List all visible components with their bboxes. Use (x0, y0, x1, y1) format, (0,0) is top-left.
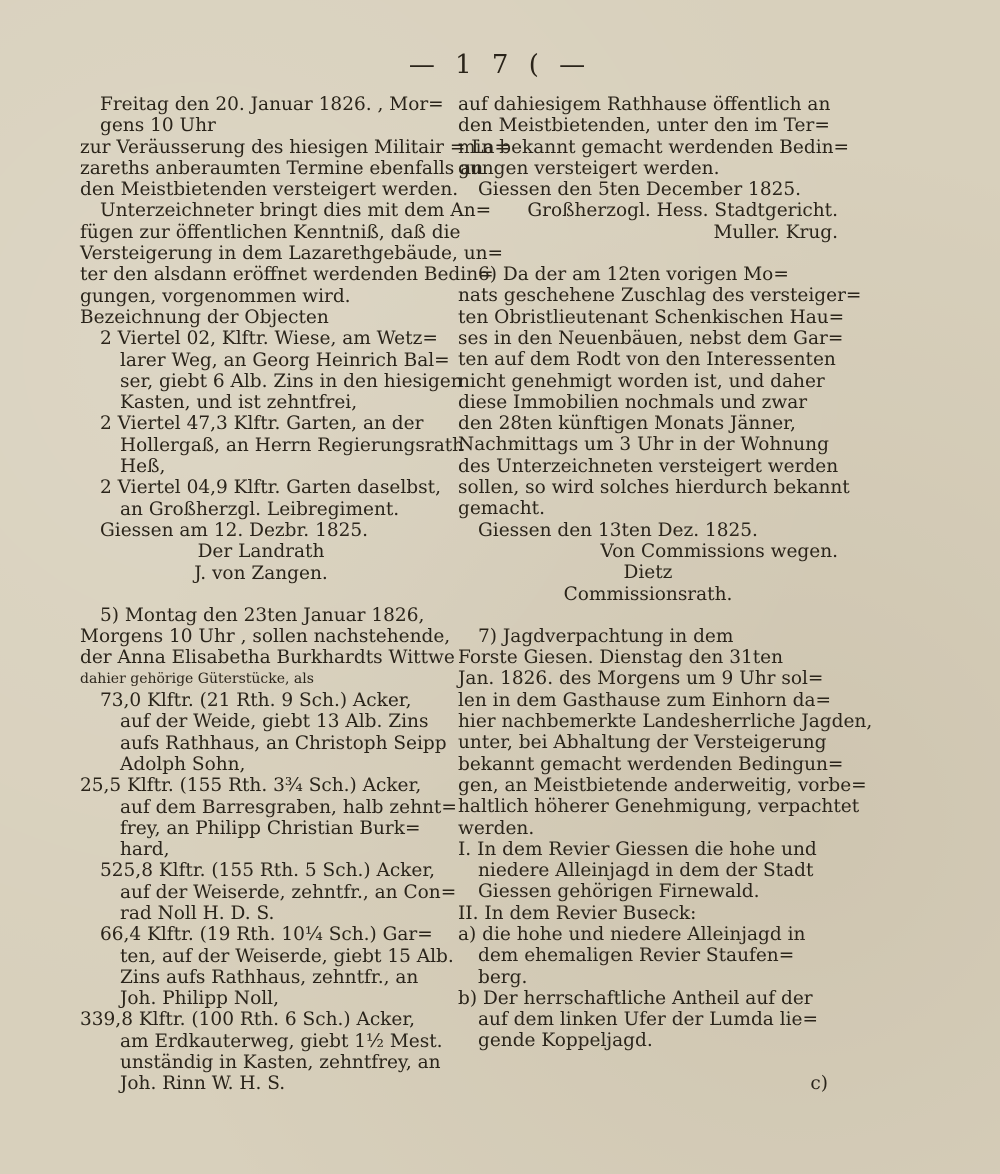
text-line: Großherzogl. Hess. Stadtgericht. (527, 200, 838, 222)
text-line: Joh. Rinn W. H. S. (120, 1073, 286, 1095)
text-line (458, 243, 838, 264)
text-line: am Erdkauterweg, giebt 1½ Mest. (120, 1030, 443, 1052)
text-line: I. In dem Revier Giessen die hohe und (458, 838, 817, 860)
text-line: Commissionsrath. (563, 583, 733, 605)
text-line: zareths anberaumten Termine ebenfalls an (80, 157, 484, 179)
text-line: niedere Alleinjagd in dem der Stadt (478, 860, 814, 882)
text-line: werden. (458, 817, 535, 839)
text-line: Adolph Sohn, (120, 753, 246, 775)
text-line: hard, (120, 839, 170, 861)
text-line: Forste Giesen. Dienstag den 31ten (458, 647, 784, 669)
text-line: Morgens 10 Uhr , sollen nachstehende, (80, 626, 451, 648)
text-line: gens 10 Uhr (100, 115, 216, 137)
text-line: J. von Zangen. (194, 562, 328, 584)
text-line: gungen versteigert werden. (458, 157, 720, 179)
text-line: haltlich höherer Genehmigung, verpachtet (458, 796, 860, 818)
text-line: sollen, so wird solches hierdurch bekannt (458, 477, 850, 499)
text-line: rad Noll H. D. S. (120, 902, 275, 924)
text-line: der Anna Elisabetha Burkhardts Wittwe (80, 647, 455, 669)
text-line: den 28ten künftigen Monats Jänner, (458, 413, 796, 435)
text-line: 73,0 Klftr. (21 Rth. 9 Sch.) Acker, (100, 690, 412, 712)
text-line: Giessen den 5ten December 1825. (478, 179, 802, 201)
text-line: hier nachbemerkte Landesherrliche Jagden, (458, 711, 873, 733)
text-line: Dietz (623, 562, 673, 584)
text-line: 525,8 Klftr. (155 Rth. 5 Sch.) Acker, (100, 860, 436, 882)
text-line (458, 605, 838, 626)
text-line: unter, bei Abhaltung der Versteigerung (458, 732, 827, 754)
text-line: dahier gehörige Güterstücke, als (80, 670, 314, 687)
text-line: Heß, (120, 456, 166, 478)
text-line: Der Landrath (197, 541, 325, 563)
text-line: len in dem Gasthause zum Einhorn da= (458, 689, 831, 711)
text-line: ten auf dem Rodt von den Interessenten (458, 349, 836, 371)
text-line: an Großherzgl. Leibregiment. (120, 498, 400, 520)
text-line: 2 Viertel 47,3 Klftr. Garten, an der (100, 413, 424, 435)
text-line: berg. (478, 966, 528, 988)
text-line: gen, an Meistbietende anderweitig, vorbe= (458, 774, 867, 796)
text-line: unständig in Kasten, zehntfrey, an (120, 1052, 441, 1074)
text-line: 7) Jagdverpachtung in dem (478, 625, 734, 647)
text-line: ten, auf der Weiserde, giebt 15 Alb. (120, 945, 454, 967)
text-line (80, 584, 442, 605)
text-line: gungen, vorgenommen wird. (80, 285, 351, 307)
text-line: II. In dem Revier Buseck: (458, 902, 697, 924)
text-line: nicht genehmigt worden ist, und daher (458, 370, 825, 392)
text-line: ter den alsdann eröffnet werdenden Bedin= (80, 264, 494, 286)
text-line: des Unterzeichneten versteigert werden (458, 455, 839, 477)
text-line: min bekannt gemacht werdenden Bedin= (458, 136, 850, 158)
text-line: Joh. Philipp Noll, (120, 988, 279, 1010)
text-line: 2 Viertel 04,9 Klftr. Garten daselbst, (100, 477, 441, 499)
text-line: Bezeichnung der Objecten (80, 306, 329, 328)
text-line: 6) Da der am 12ten vorigen Mo= (478, 264, 789, 286)
text-line: 25,5 Klftr. (155 Rth. 3¾ Sch.) Acker, (80, 775, 422, 797)
text-line: diese Immobilien nochmals und zwar (458, 391, 808, 413)
text-line: Versteigerung in dem Lazarethgebäude, un= (80, 243, 504, 265)
text-line: Giessen den 13ten Dez. 1825. (478, 519, 758, 541)
text-line: auf dem Barresgraben, halb zehnt= (120, 796, 457, 818)
text-line: zur Veräusserung des hiesigen Militair = La= (80, 136, 511, 158)
text-line: Giessen gehörigen Firnewald. (478, 881, 760, 903)
text-line: ser, giebt 6 Alb. Zins in den hiesigen (120, 370, 463, 392)
text-line: a) die hohe und niedere Alleinjagd in (458, 923, 806, 945)
text-line: den Meistbietenden, unter den im Ter= (458, 115, 830, 137)
text-line: bekannt gemacht werdenden Bedingun= (458, 753, 844, 775)
text-line: Muller. Krug. (713, 221, 838, 243)
text-line: ten Obristlieutenant Schenkischen Hau= (458, 306, 845, 328)
text-line: ses in den Neuenbäuen, nebst dem Gar= (458, 327, 844, 349)
text-line: dem ehemaligen Revier Staufen= (478, 945, 795, 967)
text-line: nats geschehene Zuschlag des versteiger= (458, 285, 862, 307)
text-line: Nachmittags um 3 Uhr in der Wohnung (458, 434, 829, 456)
text-line: Giessen am 12. Dezbr. 1825. (100, 519, 369, 541)
text-line: gemacht. (458, 498, 545, 520)
text-line: Zins aufs Rathhaus, zehntfr., an (120, 966, 419, 988)
text-line: frey, an Philipp Christian Burk= (120, 817, 421, 839)
text-line: 5) Montag den 23ten Januar 1826, (100, 604, 425, 626)
text-line: Hollergaß, an Herrn Regierungsrath (120, 434, 465, 456)
text-line: b) Der herrschaftliche Antheil auf der (458, 987, 813, 1009)
text-line: 2 Viertel 02, Klftr. Wiese, am Wetz= (100, 328, 438, 350)
text-line: Unterzeichneter bringt dies mit dem An= (100, 200, 492, 222)
text-line: auf der Weide, giebt 13 Alb. Zins (120, 711, 429, 733)
page-number: — 1 7 ( — (408, 50, 592, 80)
text-line: auf dahiesigem Rathhause öffentlich an (458, 94, 831, 115)
text-line: auf der Weiserde, zehntfr., an Con= (120, 881, 457, 903)
text-line: Freitag den 20. Januar 1826. , Mor= (100, 94, 444, 115)
text-line: Kasten, und ist zehntfrei, (120, 392, 358, 414)
text-line: den Meistbietenden versteigert werden. (80, 179, 459, 201)
catchword: c) (810, 1073, 828, 1094)
text-line: fügen zur öffentlichen Kenntniß, daß die (80, 221, 461, 243)
text-line: gende Koppeljagd. (478, 1030, 653, 1052)
text-line: Von Commissions wegen. (600, 540, 838, 562)
text-line: Jan. 1826. des Morgens um 9 Uhr sol= (458, 668, 824, 690)
text-line: larer Weg, an Georg Heinrich Bal= (120, 349, 450, 371)
right-column (458, 94, 873, 1052)
text-line: 66,4 Klftr. (19 Rth. 10¼ Sch.) Gar= (100, 924, 433, 946)
text-line: aufs Rathhaus, an Christoph Seipp (120, 732, 447, 754)
text-line: 339,8 Klftr. (100 Rth. 6 Sch.) Acker, (80, 1009, 416, 1031)
text-line: auf dem linken Ufer der Lumda lie= (478, 1009, 818, 1031)
